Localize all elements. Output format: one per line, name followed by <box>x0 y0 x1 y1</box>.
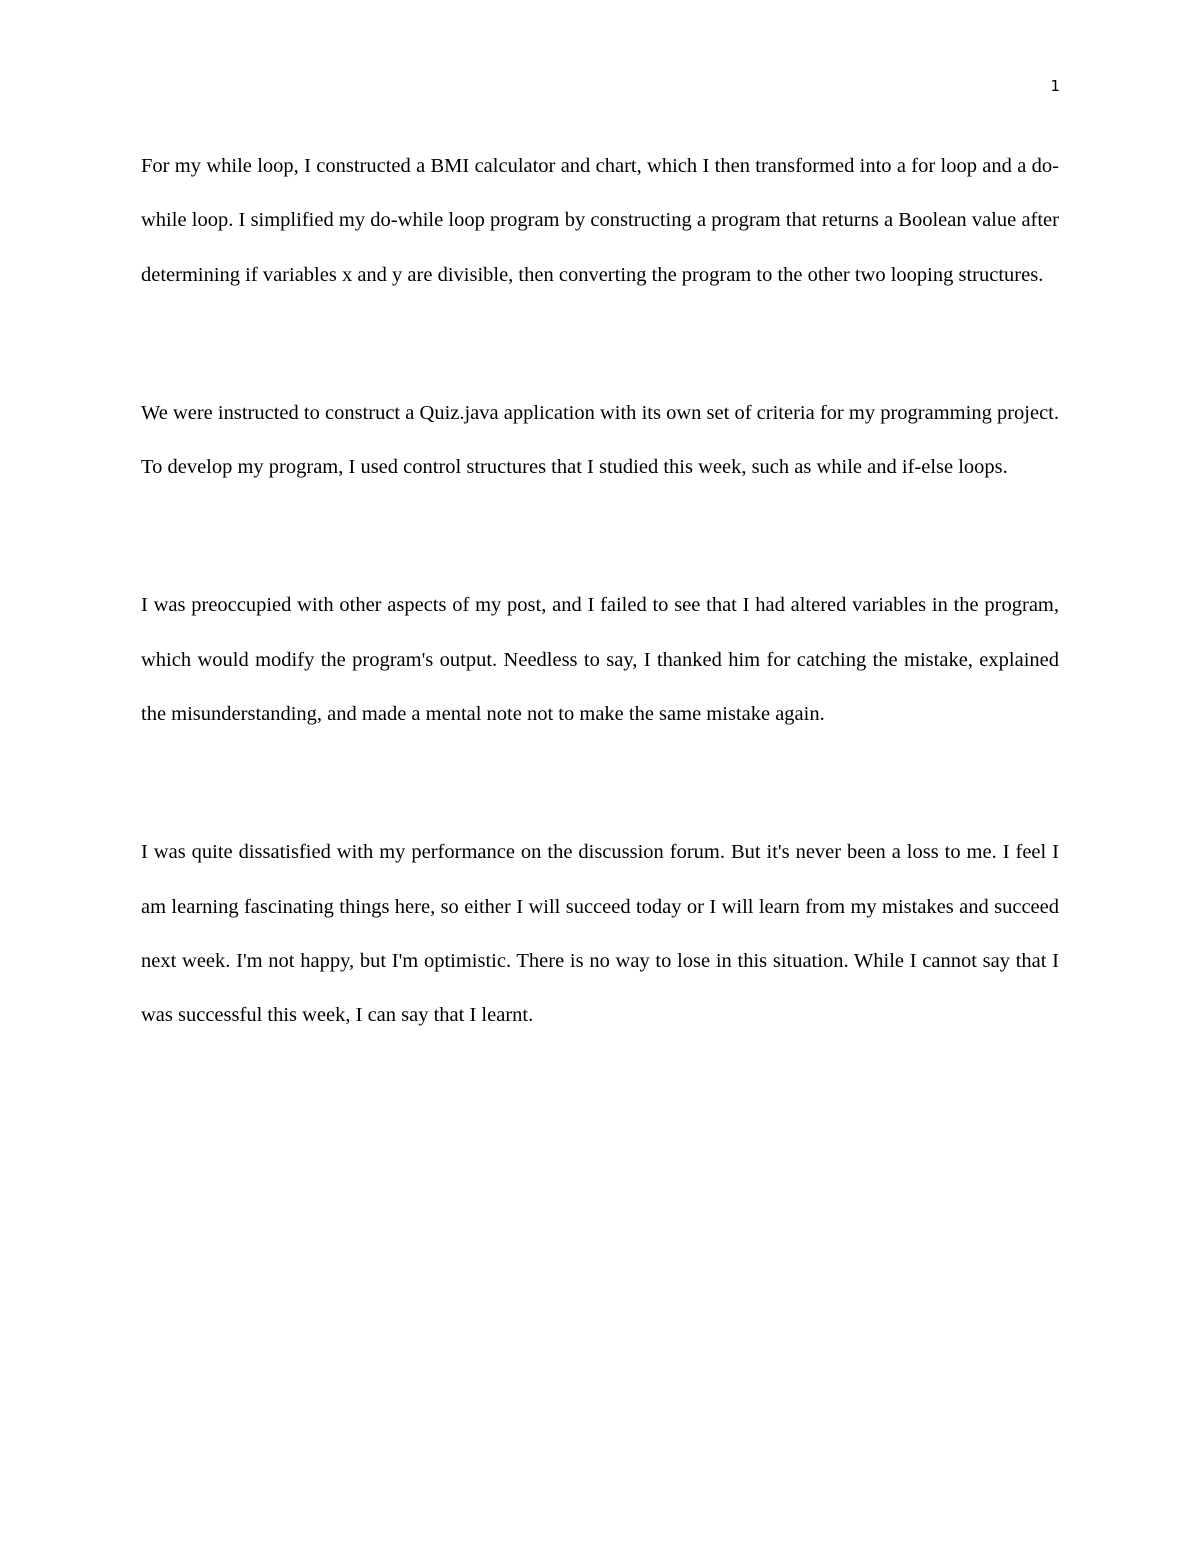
document-body <box>141 139 1059 1043</box>
paragraph-mistake: I was preoccupied with other aspects of my post, and I failed to see that I had altered variables in the program, which would modify the program's output. Needless to say, I thanked him for catching the mistake, explained the misunderstanding, and made a mental note not to make the same mistake again. <box>141 594 1059 726</box>
page-number: 1 <box>1050 77 1060 95</box>
paragraph-reflection: I was quite dissatisfied with my performance on the discussion forum. But it's never been a loss to me. I feel I am learning fascinating things here, so either I will succeed today or I will learn from my mistakes and succeed next week. I'm not happy, but I'm optimistic. There is no way to lose in this situation. While I cannot say that I was successful this week, I can say that I learnt. <box>141 841 1059 1027</box>
paragraph-loops: For my while loop, I constructed a BMI calculator and chart, which I then transformed into a for loop and a do-while loop. I simplified my do-while loop program by constructing a program that returns a Boolean value after determining if variables x and y are divisible, then converting the program to the other two looping structures. <box>141 155 1059 286</box>
paragraph-quiz-project: We were instructed to construct a Quiz.java application with its own set of criteria for my programming project. To develop my program, I used control structures that I studied this week, such as while and if-else loops. <box>141 401 1059 479</box>
